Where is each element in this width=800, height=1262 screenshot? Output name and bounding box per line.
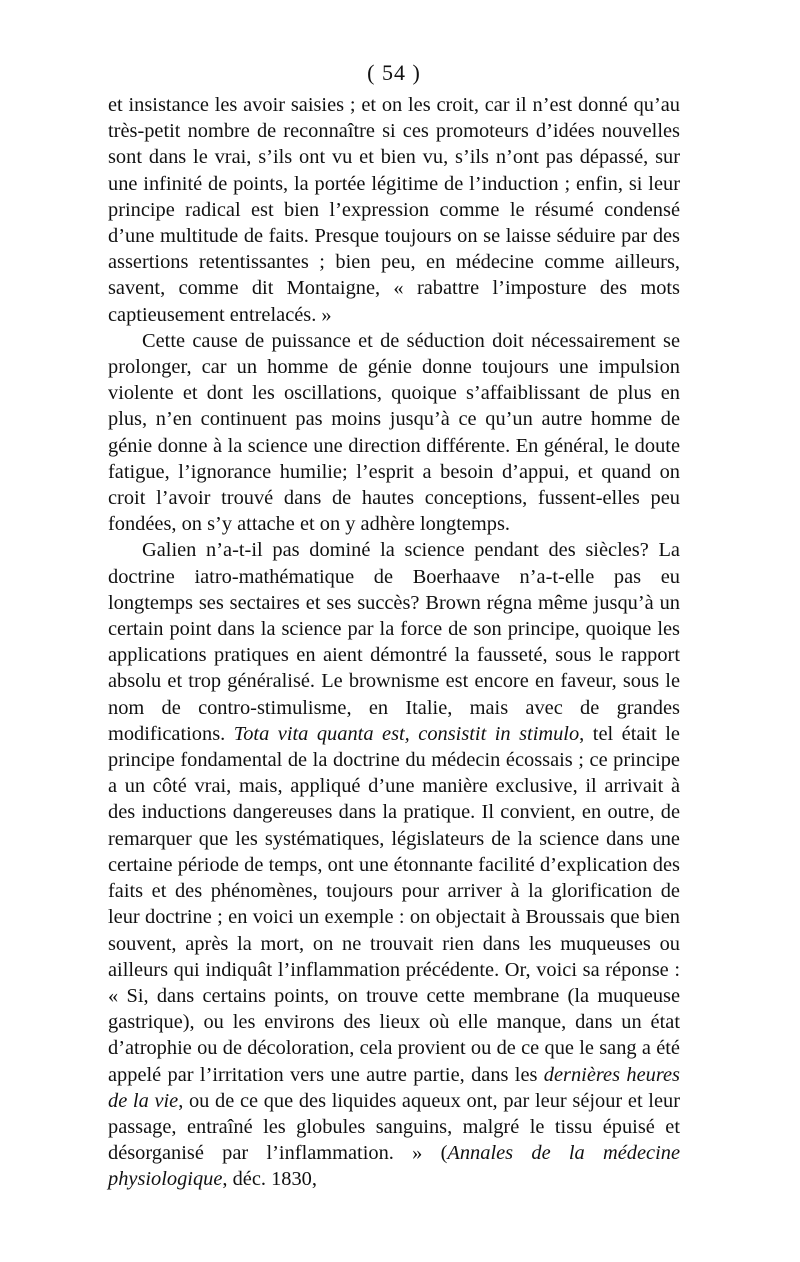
paragraph-1 [108, 92, 680, 328]
latin-quote: Tota vita quanta est, consistit in stimulo [233, 722, 580, 745]
paragraph-text: , tel était le principe fondamental de la doctrine du médecin écossais ; ce principe a un côté vrai, mais, appliqué d’une manière exclusive, il arrivait à des inductions dangereuses dans la pratique. Il convient, en outre, de remarquer que les systématiques, législateurs de la science dans une certaine période de temps, ont une étonnante facilité d’explication des faits et des phénomènes, toujours pour arriver à la glorification de leur doctrine ; en voici un exemple : on objectait à Broussais que bien souvent, après la mort, on ne trouvait rien dans les muqueuses ou ailleurs qui indiquât l’inflammation précédente. Or, voici sa réponse : « Si, dans certains points, on trouve cette membrane (la muqueuse gastrique), ou les environs des lieux où elle manque, dans un état d’atrophie ou de décoloration, cela provient ou de ce que le sang a été appelé par l’irritation vers une autre partie, dans les [108, 722, 680, 1086]
paragraph-text: , ou de ce que des liquides aqueux ont, par leur séjour et leur passage, entraîné les globules sanguins, malgré le tissu épuisé et désorganisé par l’inflammation. » ( [108, 1089, 680, 1165]
paragraph-text: Galien n’a-t-il pas dominé la science pendant des siècles? La doctrine iatro-mathématique de Boerhaave n’a-t-elle pas eu longtemps ses sectaires et ses succès? Brown régna même jusqu’à un certain point dans la science par la force de son principe, quoique les applications pratiques en aient démontré la fausseté, sous le rapport absolu et trop généralisé. Le brownisme est encore en faveur, sous le nom de contro-stimulisme, en Italie, mais avec de grandes modifications. [108, 539, 680, 745]
paragraph-text: Cette cause de puissance et de séduction doit nécessairement se prolonger, car un homme de génie donne toujours une impulsion violente et dont les oscillations, quoique s’affaiblissant de plus en plus, n’en continuent pas moins jusqu’à ce qu’un autre homme de génie donne à la science une direction différente. En général, le doute fatigue, l’ignorance humilie; l’esprit a besoin d’appui, et quand on croit l’avoir trouvé dans de hautes conceptions, fussent-elles peu fondées, on s’y attache et on y adhère longtemps. [108, 329, 680, 536]
citation-date: , déc. 1830, [222, 1168, 317, 1191]
page-number: ( 54 ) [367, 60, 421, 85]
citation-title: Annales de la médecine physiologique [108, 1142, 680, 1191]
paragraph-3 [108, 537, 680, 1192]
italic-phrase: dernières heures de la vie [108, 1063, 680, 1112]
paragraph-2 [108, 328, 680, 538]
paragraph-text: et insistance les avoir saisies ; et on les croit, car il n’est donné qu’au très-petit nombre de reconnaître si ces promoteurs d’idées nouvelles sont dans le vrai, s’ils ont vu et bien vu, s’ils n’ont pas dépassé, sur une infinité de points, la portée légitime de l’induction ; enfin, si leur principe radical est bien l’expression comme le résumé condensé d’une multitude de faits. Presque toujours on se laisse séduire par des assertions retentissantes ; bien peu, en médecine comme ailleurs, savent, comme dit Montaigne, « rabattre l’imposture des mots captieusement entrelacés. » [108, 94, 680, 326]
document-page [108, 58, 680, 1238]
